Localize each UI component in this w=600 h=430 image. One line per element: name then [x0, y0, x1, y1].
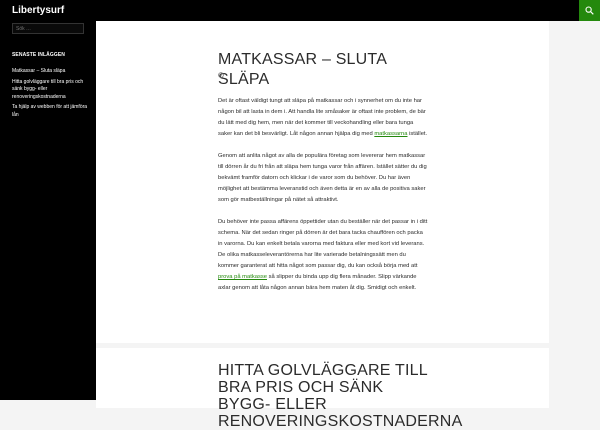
main-content: [96, 21, 549, 430]
post-content: [218, 96, 428, 305]
site-title-link[interactable]: Libertysurf: [12, 5, 65, 16]
recent-post-link[interactable]: Hitta golvläggare till bra pris och sänk bygg- eller renoveringskostnaderna: [12, 78, 84, 100]
paragraph-text: Genom att anlita något av alla de populära företag som levererar hem matkassar till dörren år du fri från att släpa hem tunga varor från affären. Istället sätter du dig bekvämt framför datorn och klickar i de varor som du behöver. Du har även möjlighet att bestämma leveranstid och även detta är en av alla de positiva saker som gör matbeställningar på nätet så attraktivt.: [218, 153, 427, 203]
post-paragraph: [218, 151, 428, 206]
recent-post-link[interactable]: Matkassar – Sluta släpa: [12, 68, 66, 74]
paragraph-text: Du behöver inte passa affärens öppettider utan du beställer när det passar in i ditt schema. När det sedan ringer på dörren är det bara tacka chauffören och packa in varorna. Du kan enkelt betala varorna med faktura eller med kort vid leverans. De olika matkasseleverantörerna har lite varierade betalningssätt men du kommer garanterat att hitta något som passar dig, du kan också börja med att: [218, 219, 428, 269]
post-paragraph: [218, 96, 428, 140]
recent-post-link[interactable]: Ta hjälp av webben för att jämföra lån: [12, 104, 88, 118]
recent-posts-list: [12, 68, 90, 122]
paragraph-text: istället.: [407, 131, 428, 137]
search-icon: [585, 6, 594, 15]
recent-posts-heading: SENASTE INLÄGGEN: [12, 52, 65, 58]
search-toggle-button[interactable]: [579, 0, 600, 21]
site-header: [0, 0, 600, 21]
clock-icon[interactable]: [218, 72, 224, 78]
post-title[interactable]: MATKASSAR – SLUTA SLÄPA: [218, 51, 387, 88]
sidebar: [0, 21, 96, 400]
post-title[interactable]: HITTA GOLVLÄGGARE TILL BRA PRIS OCH SÄNK BYGG- ELLER RENOVERINGSKOSTNADERNA: [218, 362, 463, 430]
post-article: [96, 348, 549, 430]
post-paragraph: [218, 217, 428, 294]
search-input[interactable]: [12, 23, 84, 34]
matkassarna-link[interactable]: matkassarna: [374, 131, 408, 137]
paragraph-text: så slipper du binda upp dig flera månader. Slipp värkande axlar genom att låta någon annan bära hem maten åt dig. Smidigt och enkelt.: [218, 274, 417, 291]
paragraph-text: Det är oftast väldigt tungt att släpa på matkassar och i synnerhet om du inte har någon bil att lasta in dem i. Att handla lite småsaker är oftast inte problem, de bär du lätt med dig hem, men när det kommer till veckohandling eller bara tunga saker kan det bli besvärligt. Låt någon annan hjälpa dig med: [218, 98, 426, 137]
prova-matkasse-link[interactable]: prova på matkasse: [218, 274, 267, 280]
post-article: [96, 21, 549, 343]
